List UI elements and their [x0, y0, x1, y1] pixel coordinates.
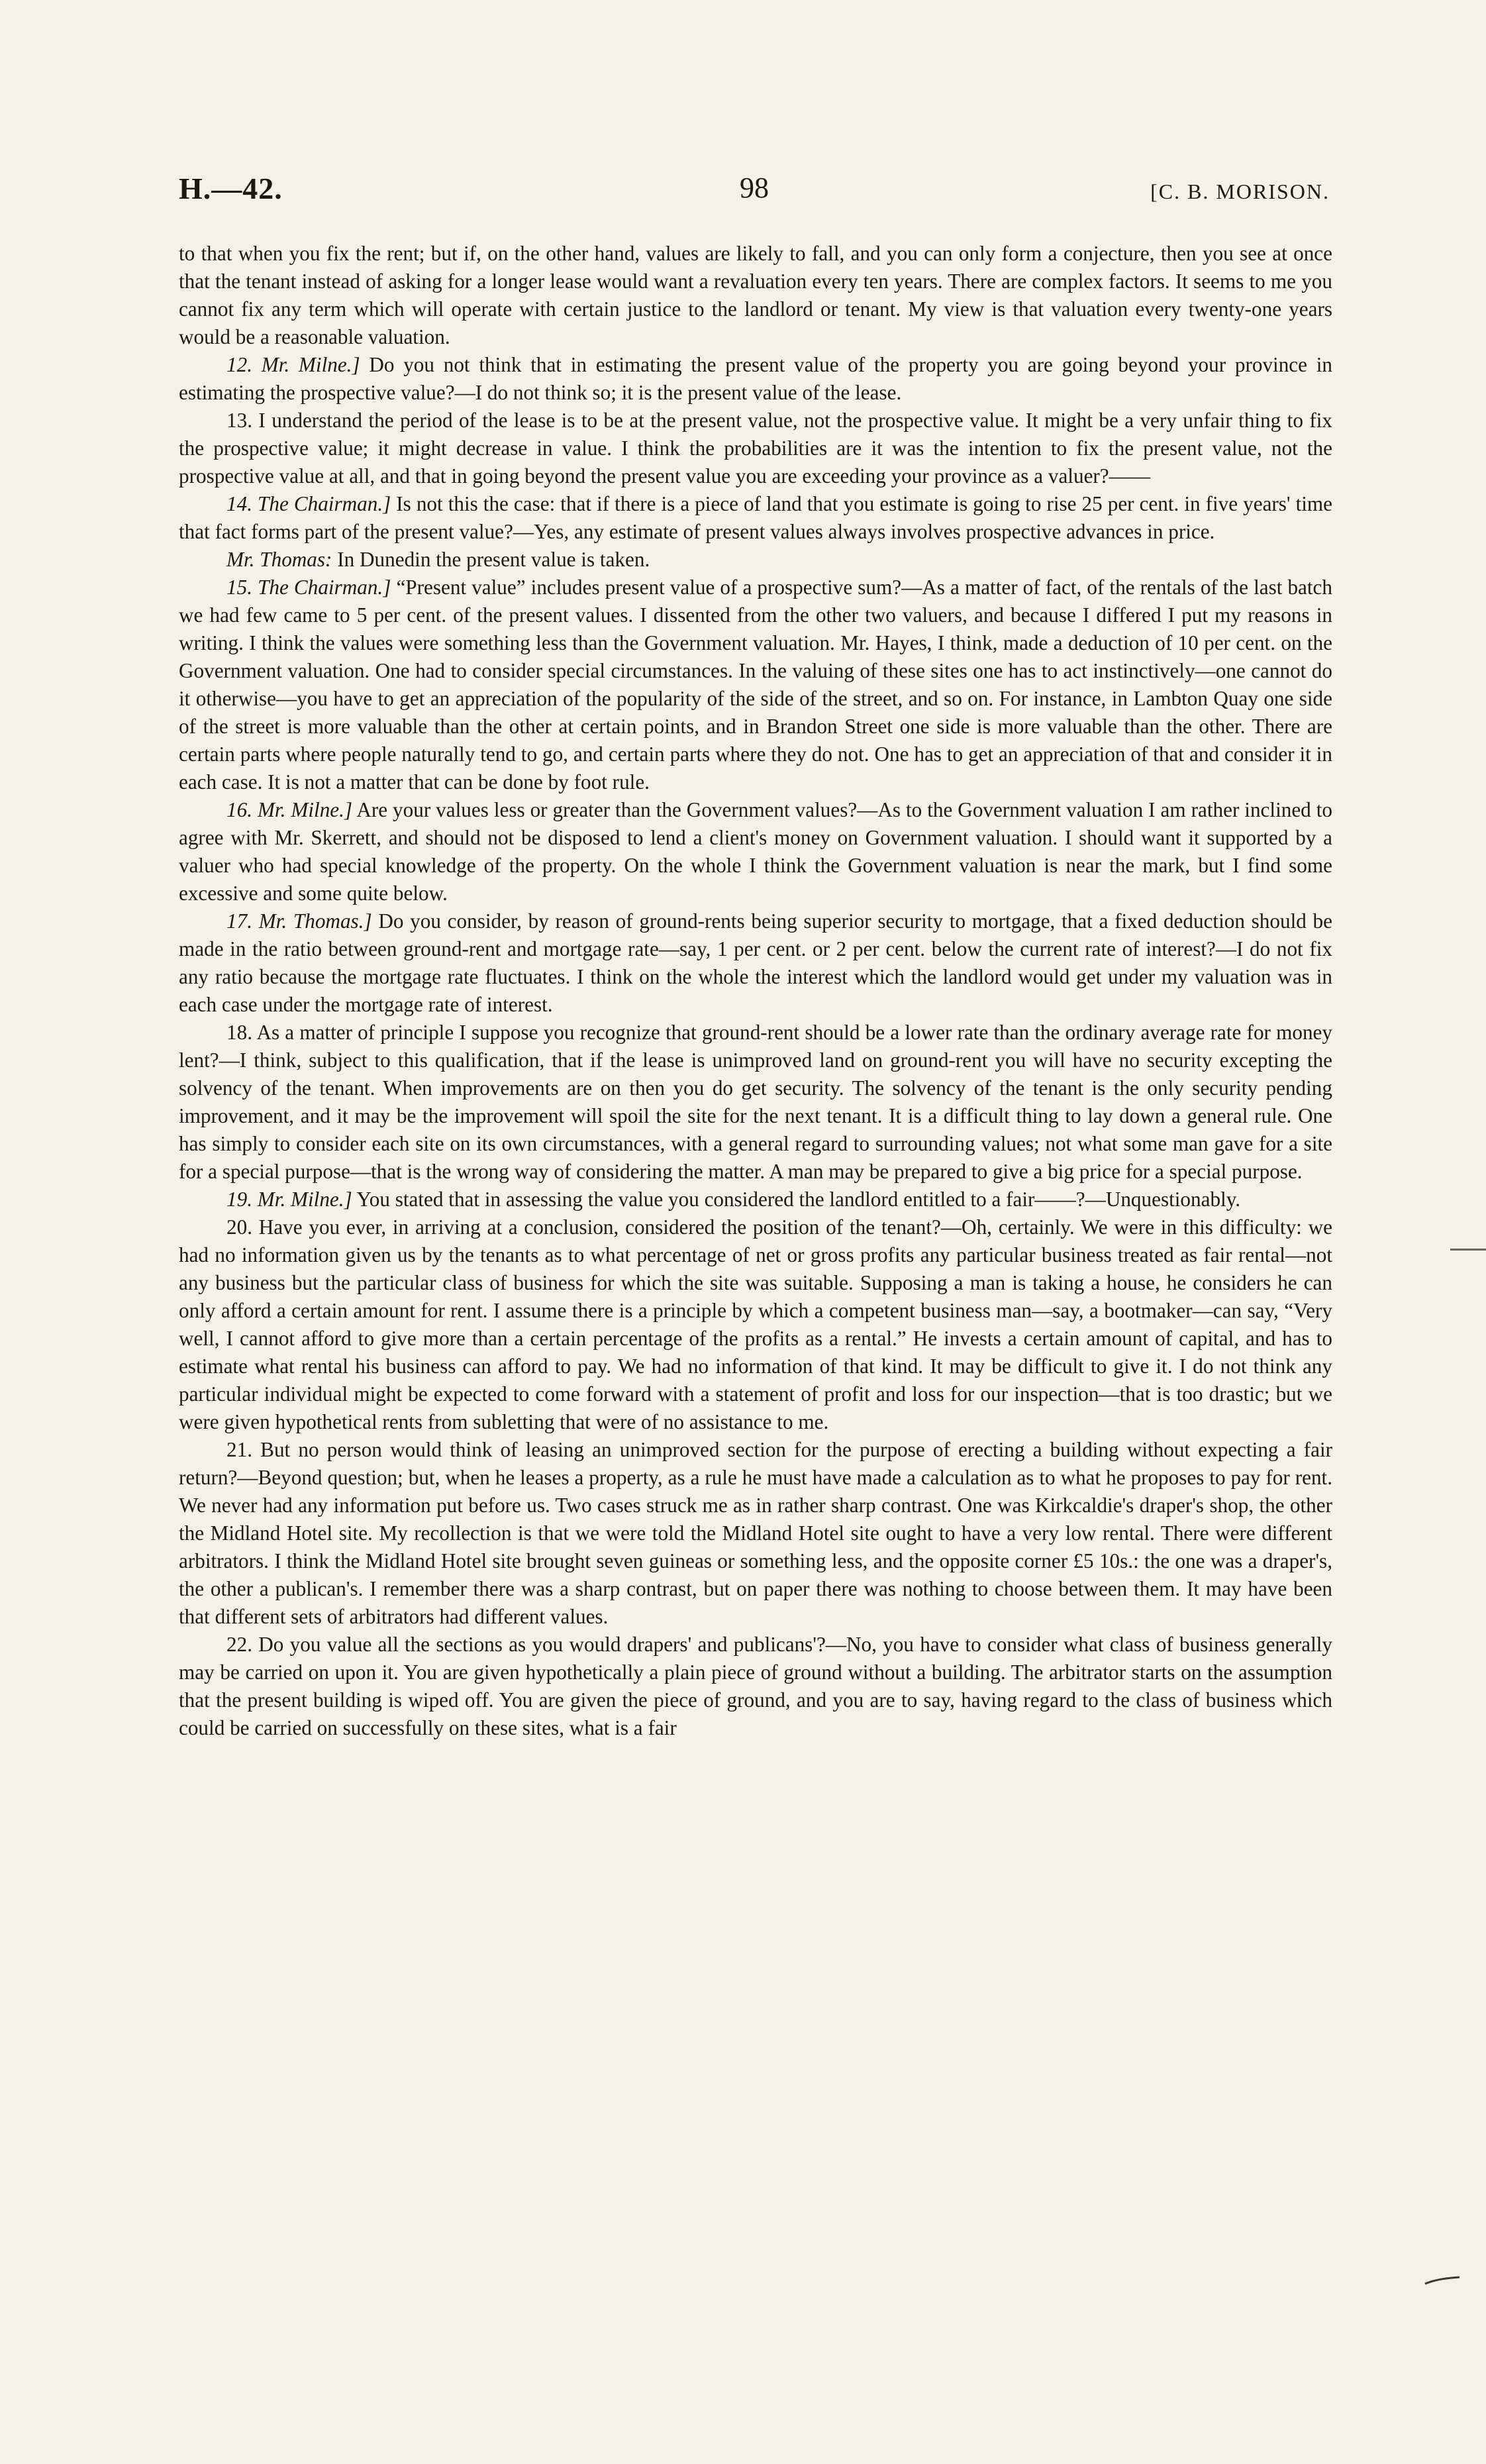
paragraph-text: 22. Do you value all the sections as you would drapers' and publicans'?—No, you have to consider what class of business generally may be carried on upon it. You are given hypothetically a plain piece of ground without a building. The arbitrator starts on the assumption that the present building is wiped off. You are given the piece of ground, and you are to say, having regard to the class of business which could be carried on successfully on these sites, what is a fair — [179, 1633, 1332, 1739]
speaker-lead: 16. Mr. Milne.] — [226, 798, 353, 821]
paragraph-text: Are your values less or greater than the Government values?—As to the Government valuation I am rather inclined to agree with Mr. Skerrett, and should not be disposed to lend a client's money on Government valuation. I should want it supported by a valuer who had special knowledge of the property. On the whole I think the Government valuation is near the mark, but I find some excessive and some quite below. — [179, 798, 1332, 905]
paragraph-text: 18. As a matter of principle I suppose you recognize that ground-rent should be a lower rate than the ordinary average rate for money lent?—I think, subject to this qualification, that if the lease is unimproved land on ground-rent you will have no security excepting the solvency of the tenant. When improvements are on then you do get security. The solvency of the tenant is the only security pending improvement, and it may be the improvement will spoil the site for the next tenant. It is a difficult thing to lay down a general rule. One has simply to consider each site on its own circumstances, with a general regard to surrounding values; not what some man gave for a site for a special purpose—that is the wrong way of considering the matter. A man may be prepared to give a big price for a special purpose. — [179, 1021, 1332, 1183]
margin-tick-mark — [1424, 2276, 1461, 2286]
speaker-lead: 17. Mr. Thomas.] — [226, 909, 372, 933]
paragraph-text: to that when you fix the rent; but if, on the other hand, values are likely to fall, and you can only form a conjecture, then you see at once that the tenant instead of asking for a longer lease would want a revaluation every ten years. There are complex factors. It seems to me you cannot fix any term which will operate with certain justice to the landlord or tenant. My view is that valuation every twenty-one years would be a reasonable valuation. — [179, 242, 1332, 348]
paragraph — [179, 907, 1332, 1019]
paragraph-text: Is not this the case: that if there is a piece of land that you estimate is going to rise 25 per cent. in five years' time that fact forms part of the present value?—Yes, any estimate of present values always involves prospective advances in price. — [179, 492, 1333, 543]
paragraph-text: Do you not think that in estimating the present value of the property you are going beyond your province in estimating the prospective value?—I do not think so; it is the present value of the lease. — [179, 353, 1332, 404]
paragraph-text: “Present value” includes present value of a prospective sum?—As a matter of fact, of the rentals of the last batch we had few came to 5 per cent. of the present values. I dissented from the other two valuers, and because I differed I put my reasons in writing. I think the values were something less than the Government valuation. Mr. Hayes, I think, made a deduction of 10 per cent. on the Government valuation. One had to consider special circumstances. In the valuing of these sites one has to act instinctively—one cannot do it otherwise—you have to get an appreciation of the popularity of the side of the street, and so on. For instance, in Lambton Quay one side of the street is more valuable than the other at certain points, and in Brandon Street one side is more valuable than the other. There are certain parts where people naturally tend to go, and certain parts where they do not. One has to get an appreciation of that and consider it in each case. It is not a matter that can be done by foot rule. — [179, 576, 1332, 794]
page-header — [179, 171, 1330, 217]
paragraph — [179, 1019, 1332, 1186]
speaker-lead: 12. Mr. Milne.] — [226, 353, 360, 376]
paragraph — [179, 240, 1332, 351]
speaker-lead: 15. The Chairman.] — [226, 576, 391, 599]
paragraph — [179, 407, 1332, 490]
paragraph — [179, 796, 1332, 907]
paragraph-text: In Dunedin the present value is taken. — [332, 548, 650, 571]
page-number: 98 — [740, 172, 769, 204]
speaker-lead: 19. Mr. Milne.] — [226, 1188, 352, 1211]
paragraph-text: 20. Have you ever, in arriving at a conclusion, considered the position of the tenant?—Oh, certainly. We were in this difficulty: we had no information given us by the tenants as to what percentage of net or gross profits any particular business treated as fair rental—not any business but the particular class of business for which the site was suitable. Supposing a man is taking a house, he considers he can only afford a certain amount for rent. I assume there is a principle by which a competent business man—say, a bootmaker—can say, “Very well, I cannot afford to give more than a certain percentage of the profits as a rental.” He invests a certain amount of capital, and has to estimate what rental his business can afford to pay. We had no information of that kind. It may be difficult to give it. I do not think any particular individual might be expected to come forward with a statement of profit and loss for our inspection—that is too drastic; but we were given hypothetical rents from subletting that were of no assistance to me. — [179, 1215, 1332, 1433]
paragraph-text: 13. I understand the period of the lease is to be at the present value, not the prospective value. It might be a very unfair thing to fix the prospective value; it might decrease in value. I think the probabilities are it was the intention to fix the present value, not the prospective value at all, and that in going beyond the present value you are exceeding your province as a valuer?—— — [179, 409, 1332, 488]
witness-name: [C. B. MORISON. — [1150, 180, 1330, 203]
evidence-text — [179, 240, 1332, 1742]
paragraph — [179, 1631, 1332, 1742]
paragraph — [179, 1213, 1332, 1436]
paragraph — [179, 351, 1332, 407]
speaker-lead: Mr. Thomas: — [226, 548, 332, 571]
paragraph — [179, 490, 1332, 546]
margin-rule-mark — [1450, 1249, 1486, 1251]
paragraph-text: You stated that in assessing the value you considered the landlord entitled to a fair——?—Unquestionably. — [352, 1188, 1241, 1211]
paragraph-text: Do you consider, by reason of ground-rents being superior security to mortgage, that a fixed deduction should be made in the ratio between ground-rent and mortgage rate—say, 1 per cent. or 2 per cent. below the current rate of interest?—I do not fix any ratio because the mortgage rate fluctuates. I think on the whole the interest which the landlord would get under my valuation was in each case under the mortgage rate of interest. — [179, 909, 1332, 1016]
speaker-lead: 14. The Chairman.] — [226, 492, 391, 515]
paragraph — [179, 546, 1332, 574]
paragraph — [179, 1436, 1332, 1631]
paragraph — [179, 574, 1332, 796]
document-reference: H.—42. — [179, 172, 283, 205]
paragraph-text: 21. But no person would think of leasing an unimproved section for the purpose of erecting a building without expecting a fair return?—Beyond question; but, when he leases a property, as a rule he must have made a calculation as to what he proposes to pay for rent. We never had any information put before us. Two cases struck me as in rather sharp contrast. One was Kirkcaldie's draper's shop, the other the Midland Hotel site. My recollection is that we were told the Midland Hotel site ought to have a very low rental. There were different arbitrators. I think the Midland Hotel site brought seven guineas or something less, and the opposite corner £5 10s.: the one was a draper's, the other a publican's. I remember there was a sharp contrast, but on paper there was nothing to choose between them. It may have been that different sets of arbitrators had different values. — [179, 1438, 1332, 1628]
paragraph — [179, 1186, 1332, 1213]
